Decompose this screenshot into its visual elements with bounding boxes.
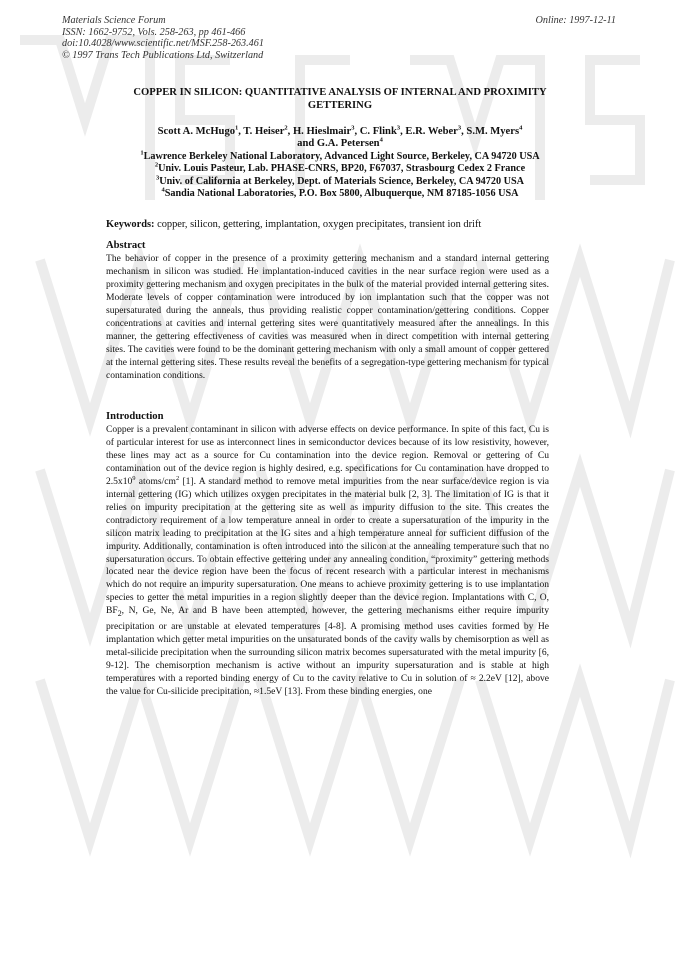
exponent: 2 — [175, 474, 180, 482]
keywords-label: Keywords: — [106, 219, 155, 230]
paper-title — [90, 86, 590, 112]
keywords-line — [106, 219, 586, 230]
affiliation-line — [60, 163, 620, 175]
affiliation-number: 2 — [154, 162, 159, 170]
online-date: Online: 1997-12-11 — [535, 15, 616, 26]
author-name: , C. Flink — [354, 126, 397, 137]
exponent: 9 — [132, 474, 136, 482]
affiliation-marker: 3 — [457, 124, 462, 132]
abstract-heading: Abstract — [106, 240, 146, 251]
author-name: , S.M. Myers — [461, 126, 520, 137]
affiliation-text: Univ. of California at Berkeley, Dept. of Materials Science, Berkeley, CA 94720 USA — [159, 175, 524, 187]
intro-part: [1]. A standard method to remove metal impurities from the near surface/device region is via internal gettering (IG) which utilizes oxygen precipitates in the material bulk [2, 3]. The limitation of IG is that it relies on impurity precipitation at the gettering site as well as impurity diffusion to the site. This creates the contradictory requirement of a low temperature anneal in order to create a supersaturation of the impurity in the silicon matrix leading to precipitation at the IG sites and a high temperature anneal for sufficient diffusion of the impurity. Additionally, contamination is often introduced into the silicon at the annealing temperature such that no supersaturation occurs. To obtain effective gettering under any annealing condition, “proximity” gettering methods located near the device region have been the focus of recent research with a particular interest in mechanisms which do not require an impurity supersaturation. One means to achieve proximity gettering is to use implantation species to getter the metal impurities in a region slightly deeper than the device region. Implantations with C, O, BF — [106, 475, 549, 617]
keywords-text: copper, silicon, gettering, implantation, oxygen precipitates, transient ion drift — [154, 219, 482, 230]
affiliation-marker: 4 — [379, 136, 383, 144]
affiliation-number: 4 — [161, 186, 165, 194]
author-list — [60, 126, 620, 150]
title-line-1: COPPER IN SILICON: QUANTITATIVE ANALYSIS OF INTERNAL AND PROXIMITY — [133, 87, 547, 98]
affiliation-text: Lawrence Berkeley National Laboratory, Advanced Light Source, Berkeley, CA 94720 USA — [143, 151, 540, 162]
intro-part: Copper is a prevalent contaminant in silicon with adverse effects on device performance. In spite of this fact, Cu is of particular interest for use as interconnect lines in semiconductor devices because of its low resistivity, however, these lines may act as a source for Cu contamination into the device region. Removal or gettering of Cu contamination out of the device region is highly desired, e.g. specifications for Cu contamination have dropped to 2.5x10 — [106, 424, 549, 487]
abstract-text: The behavior of copper in the presence of a proximity gettering mechanism and a standard internal gettering mechanism in silicon was studied. He implantation-induced cavities in the near surface region were used as a proximity gettering mechanism and oxygen precipitates in the bulk of the material provided internal gettering sites. Moderate levels of copper contamination were introduced by ion implantation such that the copper was not supersaturated during the anneals, thus providing realistic copper contamination/gettering conditions. Copper concentrations at cavities and internal gettering sites were quantitatively measured after the annealings. In this manner, the gettering effectiveness of cavities was measured when in direct competition with internal gettering sites. The cavities were found to be the dominant gettering mechanism with only a small amount of copper gettered at the internal gettering sites. These results reveal the benefits of a segregation-type gettering mechanism for typical contamination conditions. — [106, 253, 549, 381]
doi-line: doi:10.4028/www.scientific.net/MSF.258-263.461 — [62, 38, 264, 50]
affiliation-number: 3 — [156, 174, 160, 182]
authors-line-1 — [60, 126, 620, 138]
affiliation-line — [60, 176, 620, 188]
intro-part: atoms/cm — [135, 475, 176, 487]
affiliation-text: Sandia National Laboratories, P.O. Box 5800, Albuquerque, NM 87185-1056 USA — [164, 188, 519, 200]
subscript: 2 — [117, 609, 122, 619]
copyright-line: © 1997 Trans Tech Publications Ltd, Switzerland — [62, 49, 264, 61]
introduction-text — [106, 424, 549, 699]
affiliation-number: 1 — [140, 149, 144, 157]
affiliation-text: Univ. Louis Pasteur, Lab. PHASE-CNRS, BP20, F67037, Strasbourg Cedex 2 France — [158, 163, 526, 175]
authors-line-2 — [60, 138, 620, 150]
affiliation-marker: 3 — [351, 124, 355, 132]
affiliation-marker: 4 — [519, 124, 523, 132]
journal-name: Materials Science Forum — [62, 15, 166, 26]
author-name: Scott A. McHugo — [157, 126, 236, 137]
issn-line: ISSN: 1662-9752, Vols. 258-263, pp 461-466 — [62, 26, 246, 38]
intro-part: , N, Ge, Ne, Ar and B have been attempted, however, the gettering mechanisms either require impurity precipitation or are unstable at elevated temperatures [4-8]. A promising method uses cavities formed by He implantation which getter metal impurities on the unsaturated bonds of the cavity walls by chemisorption as well as metal-silicide precipitation when the surrounding silicon matrix becomes supersaturated with the metal impurity [6, 9-12]. The chemisorption mechanism is active without an impurity supersaturation and is stable at high temperatures with a reported binding energy of Cu to the cavity relative to Cu in solution of ≈ 2.2eV [12], above the value for Cu-silicide precipitation, ≈1.5eV [13]. From these binding energies, one — [106, 605, 549, 697]
introduction-heading: Introduction — [106, 411, 164, 422]
journal-header — [62, 15, 264, 61]
affiliation-marker: 2 — [284, 124, 288, 132]
author-name: , H. Hieslmair — [287, 126, 352, 137]
author-name: , E.R. Weber — [400, 126, 458, 137]
author-name: and G.A. Petersen — [297, 138, 380, 150]
affiliation-marker: 1 — [235, 124, 239, 132]
author-name: , T. Heiser — [238, 126, 285, 137]
affiliation-list — [60, 151, 620, 201]
title-line-2: GETTERING — [307, 100, 373, 111]
affiliation-line — [60, 151, 620, 163]
affiliation-marker: 3 — [396, 124, 401, 132]
affiliation-line — [60, 188, 620, 200]
